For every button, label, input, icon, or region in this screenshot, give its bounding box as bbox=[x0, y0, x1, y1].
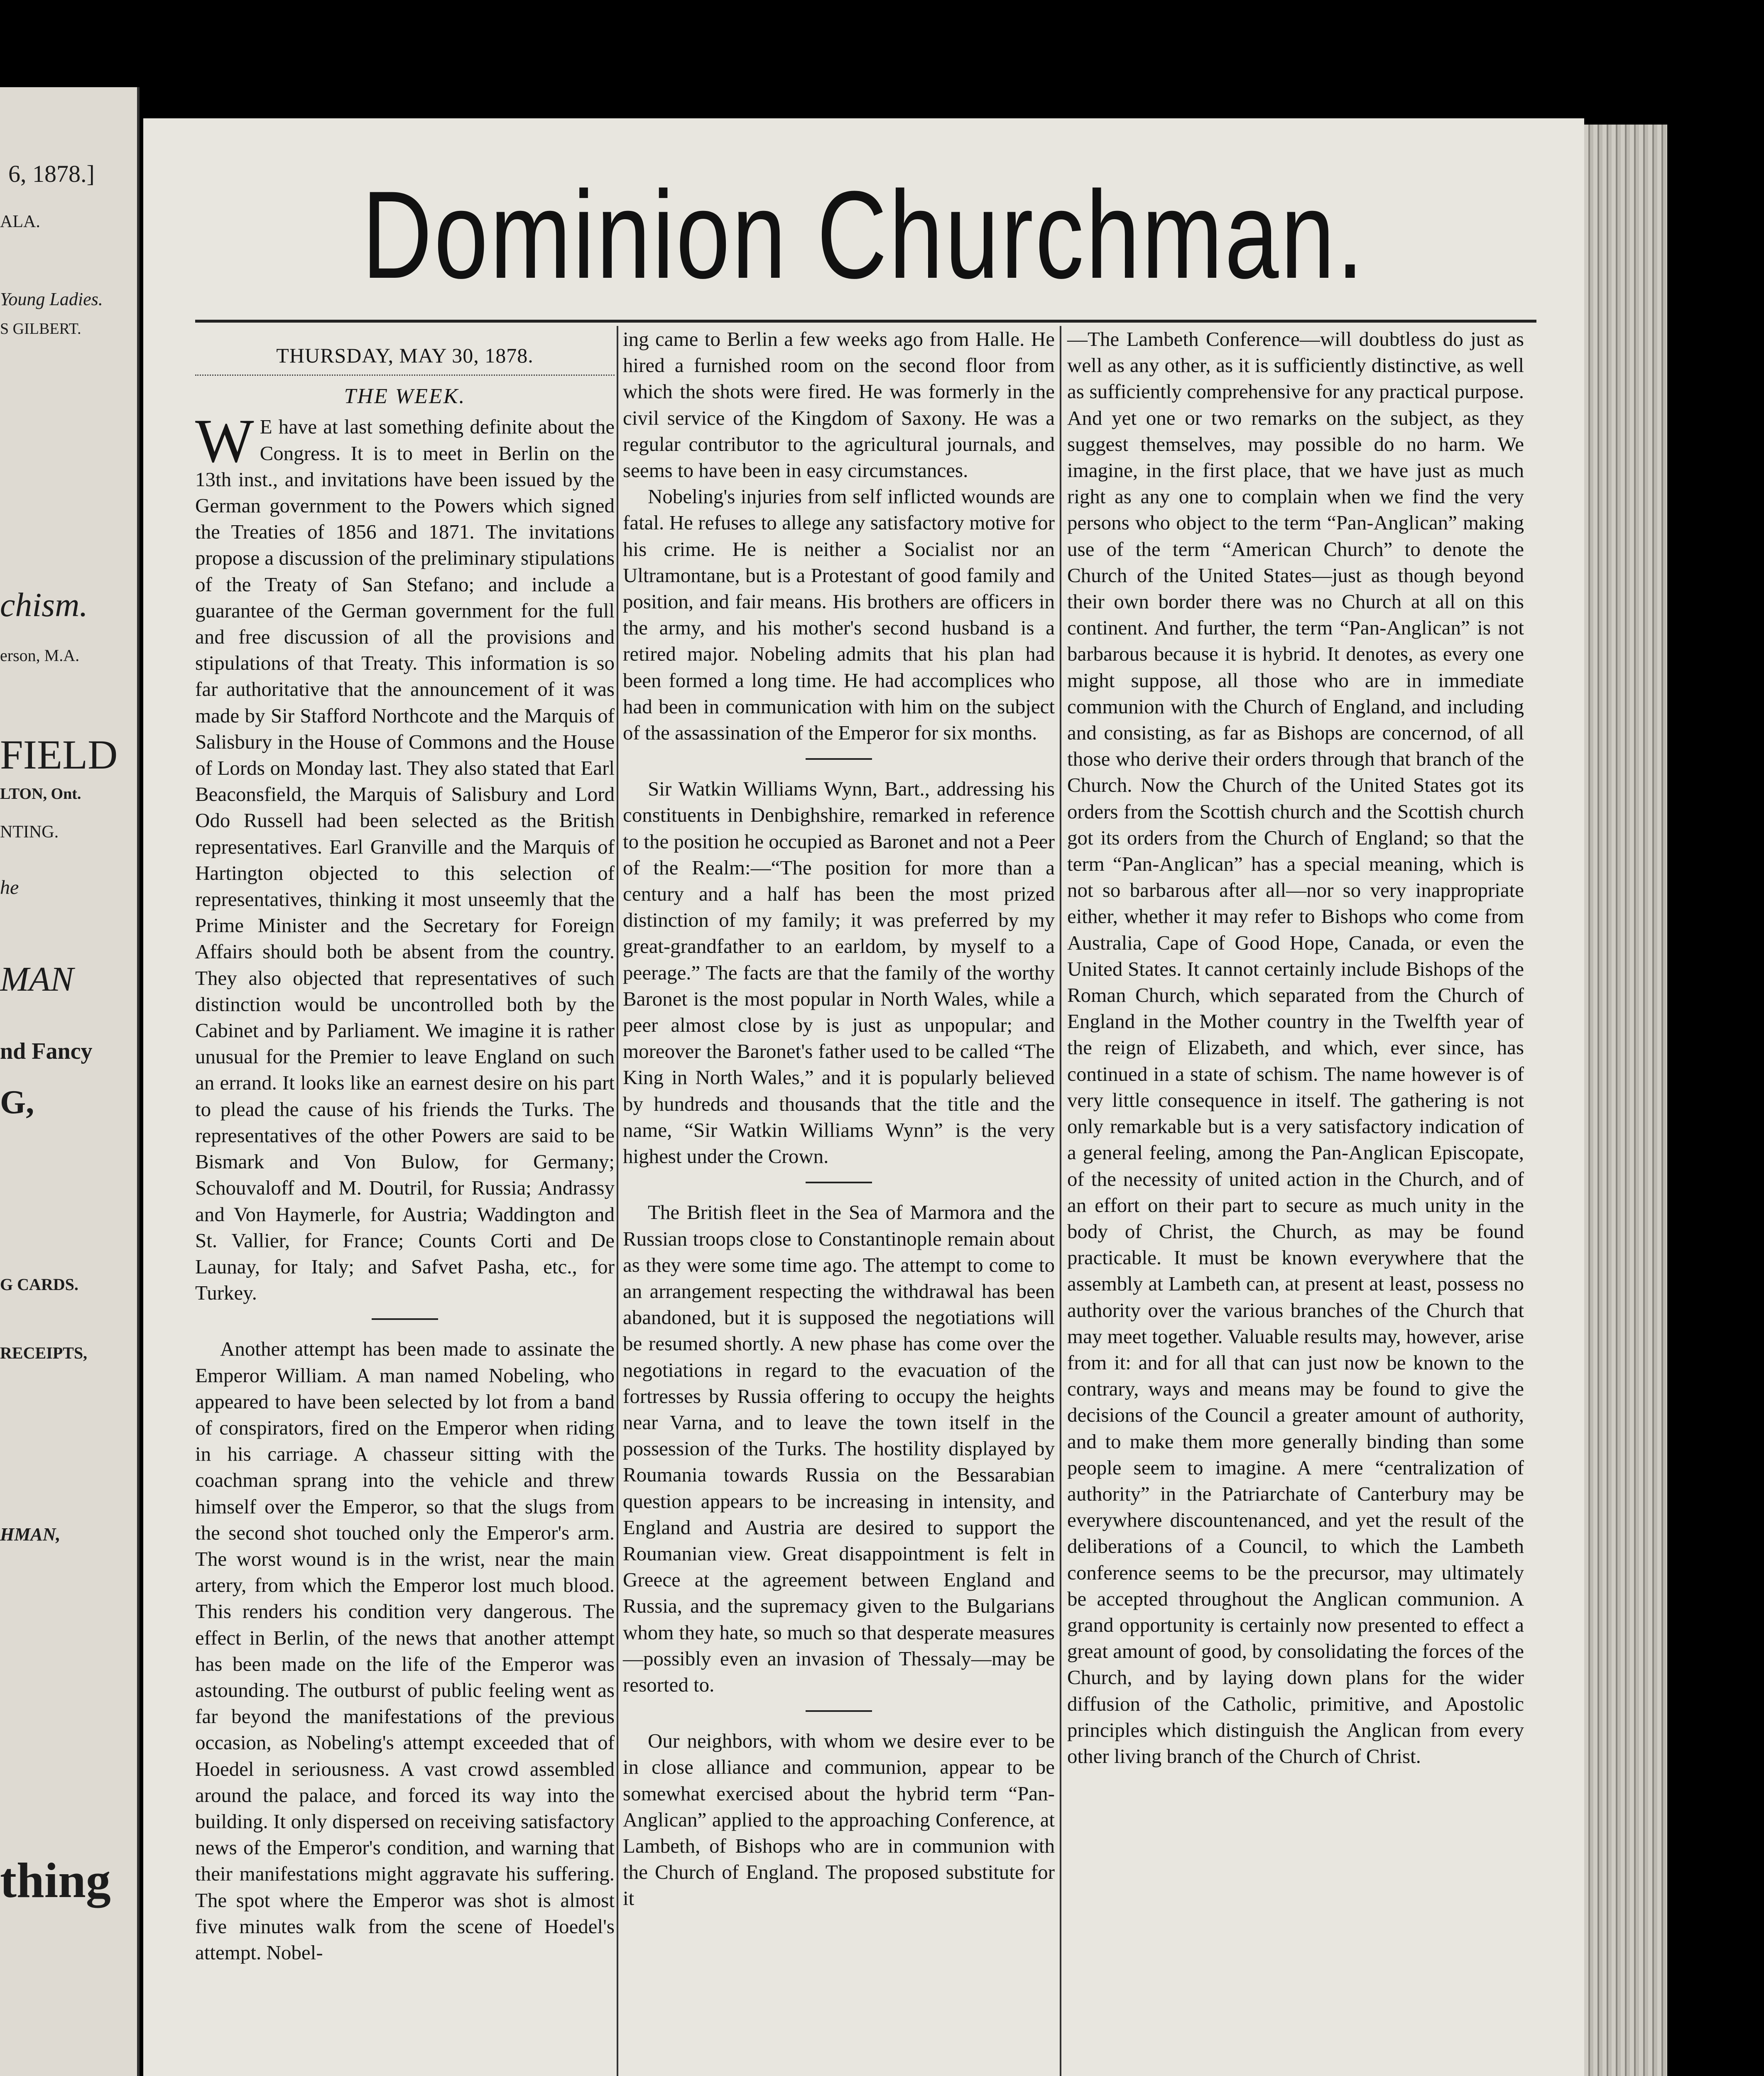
drop-cap: W bbox=[195, 406, 254, 476]
newspaper-page bbox=[143, 118, 1584, 2076]
prev-page-fragment: LTON, Ont. bbox=[0, 785, 81, 803]
article-nobeling-injuries: Nobeling's injuries from self inflicted wounds are fatal. He refuses to allege any satisfactory motive for his crime. He is neither a Socialist nor an Ultramontane, but is a Protestant of good family and position, and fair means. His brothers are officers in the army, and his mother's second husband is a retired major. Nobeling admits that his plan had been formed a long time. He had accomplices who had been in communication with him on the subject of the assassination of the Emperor for six months. bbox=[623, 485, 1055, 744]
masthead-rule bbox=[195, 320, 1536, 323]
prev-page-fragment: nd Fancy bbox=[0, 1038, 93, 1064]
dotted-rule bbox=[195, 375, 615, 376]
prev-page-fragment: thing bbox=[0, 1853, 111, 1908]
page-stack-edge bbox=[1584, 125, 1667, 2076]
section-separator bbox=[806, 1710, 872, 1712]
section-separator bbox=[806, 1182, 872, 1183]
article-congress bbox=[195, 406, 615, 1306]
prev-page-fragment: he bbox=[0, 876, 19, 898]
article-british-fleet: The British fleet in the Sea of Marmora and the Russian troops close to Constantinople remain about as they were some time ago. The attempt to come to an arrangement respecting the withdrawal has been abandoned, but it is supposed the negotiations will be resumed shortly. A new phase has come over the negotiations in regard to the evacuation of the fortresses by Russia offering to occupy the heights near Varna, and to leave the town itself in the possession of the Turks. The hostility displayed by Roumania towards Russia on the Bessarabian question appears to be increasing in intensity, and England and Austria are desired to support the Roumanian view. Great disappointment is felt in Greece at the agreement between England and Russia, and the supremacy given to the Bulgarians whom they hate, so much so that desperate measures—possibly even an invasion of Thessaly—may be resorted to. bbox=[623, 1201, 1055, 1696]
prev-page-fragment: G CARDS. bbox=[0, 1275, 78, 1294]
prev-page-fragment: Young Ladies. bbox=[0, 289, 103, 309]
column-divider bbox=[617, 326, 618, 2076]
article-assassination-attempt: Another attempt has been made to assinate the Emperor William. A man named Nobeling, who appeared to have been selected by lot from a band of conspirators, fired on the Emperor when riding in his carriage. A chasseur sitting with the coachman sprang into the vehicle and threw himself over the Emperor, so that the slugs from the second shot touched only the Emperor's arm. The worst wound is in the wrist, near the main artery, from which the Emperor lost much blood. This renders his condition very dangerous. The effect in Berlin, of the news that another attempt has been made on the life of the Emperor was astounding. The outburst of public feeling went as far beyond the manifestations of the previous occasion, as Nobeling's attempt exceeded that of Hoedel in seriousness. A vast crowd assembled around the palace, and forced its way into the building. It only dispersed on receiving satisfactory news of the Emperor's condition, and warning that their manifestations might aggravate his suffering. The spot where the Emperor was shot is almost five minutes walk from the scene of Hoedel's attempt. Nobel- bbox=[195, 1337, 615, 1964]
article-watkin-wynn: Sir Watkin Williams Wynn, Bart., addressing his constituents in Denbighshire, remarked in reference to the position he occupied as Baronet and not a Peer of the Realm:—“The position for more than a century and a half has been the most prized distinction of my family; it was preferred by my great-grandfather to an earldom, by myself to a peerage.” The facts are that the family of the worthy Baronet is the most popular in North Wales, while a peer almost close by is just as unpopular; and moreover the Baronet's father used to be called “The King in North Wales,” and it is popularly believed by hundreds and thousands that the title and the name, “Sir Watkin Williams Wynn” is the very highest under the Crown. bbox=[623, 777, 1055, 1168]
prev-page-fragment: S GILBERT. bbox=[0, 320, 81, 338]
section-separator bbox=[372, 1318, 438, 1320]
paragraph-text: E have at last something definite about the Congress. It is to meet in Berlin on the 13th inst., and invitations have been issued by the German government to the Powers which signed the Treaties of 1856 and 1871. The invitations propose a discussion of the preliminary stipulations of the Treaty of San Stefano; and include a guarantee of the German government for the full and free discussion of all the provisions and stipulations of that Treaty. This information is so far authoritative that the announcement of it was made by Sir Stafford Northcote and the Marquis of Salisbury in the House of Commons and the House of Lords on Monday last. They also stated that Earl Beaconsfield, the Marquis of Salisbury and Lord Odo Russell had been selected as the British representatives. Earl Granville and the Marquis of Hartington objected to this selection of representatives, thinking it most unseemly that the Prime Minister and the Secretary for Foreign Affairs should both be absent from the country. They also objected that representatives of such distinction would be uncontrolled both by the Cabinet and by Parliament. We imagine it is rather unusual for the Premier to leave England on such an errand. It looks like an earnest desire on his part to plead the cause of his friends the Turks. The representatives of the other Powers are said to be Bismark and Von Bulow, for Germany; Schouvaloff and M. Doutril, for Russia; Andrassy and Von Haymerle, for Austria; Waddington and St. Vallier, for France; Counts Corti and De Launay, for Italy; and Safvet Pasha, etc., for Turkey. bbox=[195, 415, 615, 1305]
section-title: THE WEEK. bbox=[344, 384, 466, 409]
prev-page-fragment: erson, M.A. bbox=[0, 646, 80, 665]
prev-page-fragment: NTING. bbox=[0, 823, 59, 842]
prev-page-fragment: chism. bbox=[0, 586, 88, 624]
masthead: Dominion Churchman. bbox=[362, 165, 1366, 304]
column-2 bbox=[623, 326, 1055, 1912]
prev-page-fragment: ALA. bbox=[0, 212, 40, 231]
dateline: THURSDAY, MAY 30, 1878. bbox=[276, 344, 534, 367]
prev-page-fragment: 6, 1878.] bbox=[8, 160, 95, 187]
prev-page-fragment: FIELD bbox=[0, 732, 118, 778]
prev-page-fragment: G, bbox=[0, 1084, 34, 1121]
previous-page-edge bbox=[0, 87, 140, 2076]
prev-page-fragment: RECEIPTS, bbox=[0, 1344, 88, 1362]
article-lambeth-conference: —The Lambeth Conference—will doubtless do just as well as any other, as it is sufficiently distinctive, as well as sufficiently comprehensive for any practical purpose. And yet one or two remarks on the subject, as they suggest themselves, may possible do no harm. We imagine, in the first place, that we have just as much right as any one to complain when we find the very persons who object to the term “Pan-Anglican” making use of the term “American Church” to denote the Church of the United States—just as though beyond their own border there was no Church at all on this continent. And further, the term “Pan-Anglican” is not barbarous because it is hybrid. It denotes, as every one might suppose, all those who are in immediate communion with the Church of England, and including and consisting, as far as Bishops are concernod, of all those who derive their orders through that branch of the Church. Now the Church of the United States got its orders from the Scottish church and the Scottish church got its orders from the Church of England; so that the term “Pan-Anglican” has a special meaning, which is not so barbarous after all—nor so very inappropriate either, whether it may refer to Bishops who come from Australia, Cape of Good Hope, Canada, or even the United States. It cannot certainly include Bishops of the Roman Church, which separated from the Church of England in the Mother country in the Twelfth year of the reign of Elizabeth, and which, ever since, has continued in a state of schism. The name however is of very little consequence in itself. The gathering is not only remarkable but is a very satisfactory indication of a general feeling, among the Pan-Anglican Episcopate, of the necessity of united action in the Church, and of an effort on their part to secure as much unity in the body of Christ, the Church, as may be found practicable. It must be known everywhere that the assembly at Lambeth can, at present at least, possess no authority over the various branches of the Church that may meet together. Valuable results may, however, arise from it: and for all that can just now be known to the contrary, ways and means may be found to give the decisions of the Council a greater amount of authority, and to make them more generally binding than some people seem to imagine. A mere “centralization of authority” in the Patriarchate of Canterbury may be everywhere discountenanced, and yet the result of the deliberations of a Council, to which the Lambeth conference seems to be the precursor, may ultimately be accepted throughout the Anglican communion. A grand opportunity is certainly now presented to effect a great amount of good, by consolidating the forces of the Church, and by laying down plans for the wider diffusion of the Catholic, primitive, and Apostolic principles which distinguish the Anglican from every other living branch of the Church of Christ. bbox=[1067, 328, 1524, 1768]
article-nobeling-continued: ing came to Berlin a few weeks ago from Halle. He hired a furnished room on the second floor from which the shots were fired. He was formerly in the civil service of the Kingdom of Saxony. He was a regular contributor to the agricultural journals, and seems to have been in easy circumstances. bbox=[623, 328, 1055, 482]
column-divider bbox=[1060, 326, 1061, 2076]
prev-page-fragment: HMAN, bbox=[0, 1524, 61, 1545]
section-separator bbox=[806, 758, 872, 760]
column-1 bbox=[195, 326, 615, 1966]
column-3 bbox=[1067, 326, 1524, 1769]
article-pan-anglican: Our neighbors, with whom we desire ever to be in close alliance and communion, appear to be somewhat exercised about the hybrid term “Pan-Anglican” applied to the approaching Conference, at Lambeth, of Bishops who are in communion with the Church of England. The proposed substitute for it bbox=[623, 1729, 1055, 1910]
prev-page-fragment: MAN bbox=[0, 960, 74, 999]
